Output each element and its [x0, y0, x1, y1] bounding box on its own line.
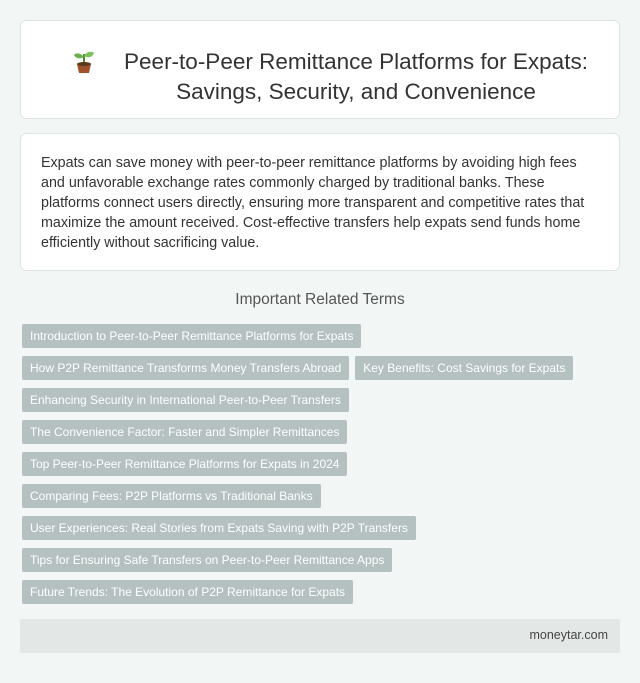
- term-tag[interactable]: Key Benefits: Cost Savings for Expats: [355, 356, 573, 380]
- term-tag[interactable]: Top Peer-to-Peer Remittance Platforms for Expats in 2024: [22, 452, 347, 476]
- title-card: [20, 20, 620, 119]
- related-terms-list: [22, 324, 618, 604]
- title-line-1: Peer-to-Peer Remittance Platforms for Expats:: [124, 49, 588, 74]
- page-title: [101, 47, 611, 107]
- footer-site[interactable]: moneytar.com: [529, 628, 608, 642]
- term-tag[interactable]: Enhancing Security in International Peer-to-Peer Transfers: [22, 388, 349, 412]
- term-tag[interactable]: Tips for Ensuring Safe Transfers on Peer-to-Peer Remittance Apps: [22, 548, 392, 572]
- term-tag[interactable]: User Experiences: Real Stories from Expats Saving with P2P Transfers: [22, 516, 416, 540]
- summary-text: Expats can save money with peer-to-peer remittance platforms by avoiding high fees and unfavorable exchange rates commonly charged by traditional banks. These platforms connect users directly, ensuring more transparent and competitive rates that maximize the amount received. Cost-effective transfers help expats send funds home efficiently without sacrificing value.: [41, 155, 585, 251]
- title-line-2: Savings, Security, and Convenience: [176, 79, 536, 104]
- footer: [20, 619, 620, 653]
- summary-card: [20, 133, 620, 271]
- term-tag[interactable]: Future Trends: The Evolution of P2P Remittance for Expats: [22, 580, 353, 604]
- term-tag[interactable]: The Convenience Factor: Faster and Simpler Remittances: [22, 420, 347, 444]
- term-tag[interactable]: Introduction to Peer-to-Peer Remittance Platforms for Expats: [22, 324, 361, 348]
- term-tag[interactable]: Comparing Fees: P2P Platforms vs Traditional Banks: [22, 484, 321, 508]
- seedling-icon: [71, 49, 97, 75]
- term-tag[interactable]: How P2P Remittance Transforms Money Transfers Abroad: [22, 356, 349, 380]
- related-terms-heading: Important Related Terms: [235, 291, 405, 308]
